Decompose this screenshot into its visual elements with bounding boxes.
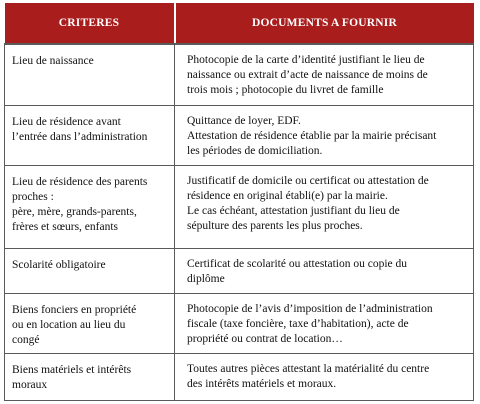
documents-line: des intérêts matériels et moraux. [187, 378, 337, 391]
documents-line: Photocopie de l’avis d’imposition de l’administration [187, 302, 433, 315]
criteria-cell [5, 166, 175, 249]
documents-line: Toutes autres pièces attestant la matérialité du centre [187, 363, 430, 376]
documents-line: propriété ou contrat de location… [187, 332, 343, 345]
table-row [5, 293, 474, 354]
table-row [5, 354, 474, 401]
criteria-cell [5, 354, 175, 401]
criteria-line: congé [12, 333, 40, 346]
documents-line: les périodes de domiciliation. [187, 144, 323, 157]
documents-line: trois mois ; photocopie du livret de famille [187, 84, 384, 96]
criteria-line: ou en location au lieu du [12, 318, 126, 331]
criteria-line: Lieu de résidence des parents [12, 176, 148, 189]
criteria-line: père, mère, grands-parents, [12, 206, 137, 219]
header-criteria: CRITERES [5, 3, 175, 44]
table-row [5, 105, 474, 166]
documents-table [4, 3, 474, 401]
criteria-line: l’entrée dans l’administration [12, 130, 148, 143]
header-documents: DOCUMENTS A FOURNIR [175, 3, 474, 44]
documents-line: Certificat de scolarité ou attestation ou copie du [187, 258, 408, 271]
criteria-cell [5, 293, 175, 354]
criteria-cell [5, 105, 175, 166]
table-row [5, 44, 474, 105]
criteria-line: moraux [12, 379, 48, 392]
criteria-line: Biens fonciers en propriété [12, 303, 137, 316]
criteria-line: Biens matériels et intérêts [12, 364, 132, 377]
criteria-line: Scolarité obligatoire [12, 259, 106, 272]
criteria-cell [5, 44, 175, 105]
criteria-line: frères et sœurs, enfants [12, 221, 119, 234]
documents-line: diplôme [187, 273, 225, 286]
table-row [5, 166, 474, 249]
table-row [5, 249, 474, 293]
documents-line: Attestation de résidence établie par la mairie précisant [187, 129, 437, 142]
documents-line: Quittance de loyer, EDF. [187, 114, 301, 127]
criteria-cell [5, 249, 175, 293]
documents-cell [175, 166, 474, 249]
table-header-row [5, 3, 474, 44]
documents-line: naissance ou extrait d’acte de naissance de moins de [187, 69, 428, 81]
documents-line: sépulture des parents les plus proches. [187, 220, 363, 233]
criteria-line: proches : [12, 191, 54, 204]
documents-cell [175, 293, 474, 354]
criteria-line: Lieu de résidence avant [12, 115, 121, 128]
documents-line: résidence en original établi(e) par la mairie. [187, 190, 388, 203]
documents-line: Le cas échéant, attestation justifiant du lieu de [187, 205, 400, 218]
documents-cell [175, 249, 474, 293]
documents-cell [175, 44, 474, 105]
documents-line: fiscale (taxe foncière, taxe d’habitation), acte de [187, 317, 409, 330]
documents-cell [175, 105, 474, 166]
documents-line: Photocopie de la carte d’identité justifiant le lieu de [187, 54, 425, 66]
criteria-line: Lieu de naissance [12, 55, 94, 67]
documents-line: Justificatif de domicile ou certificat ou attestation de [187, 175, 429, 188]
documents-cell [175, 354, 474, 401]
